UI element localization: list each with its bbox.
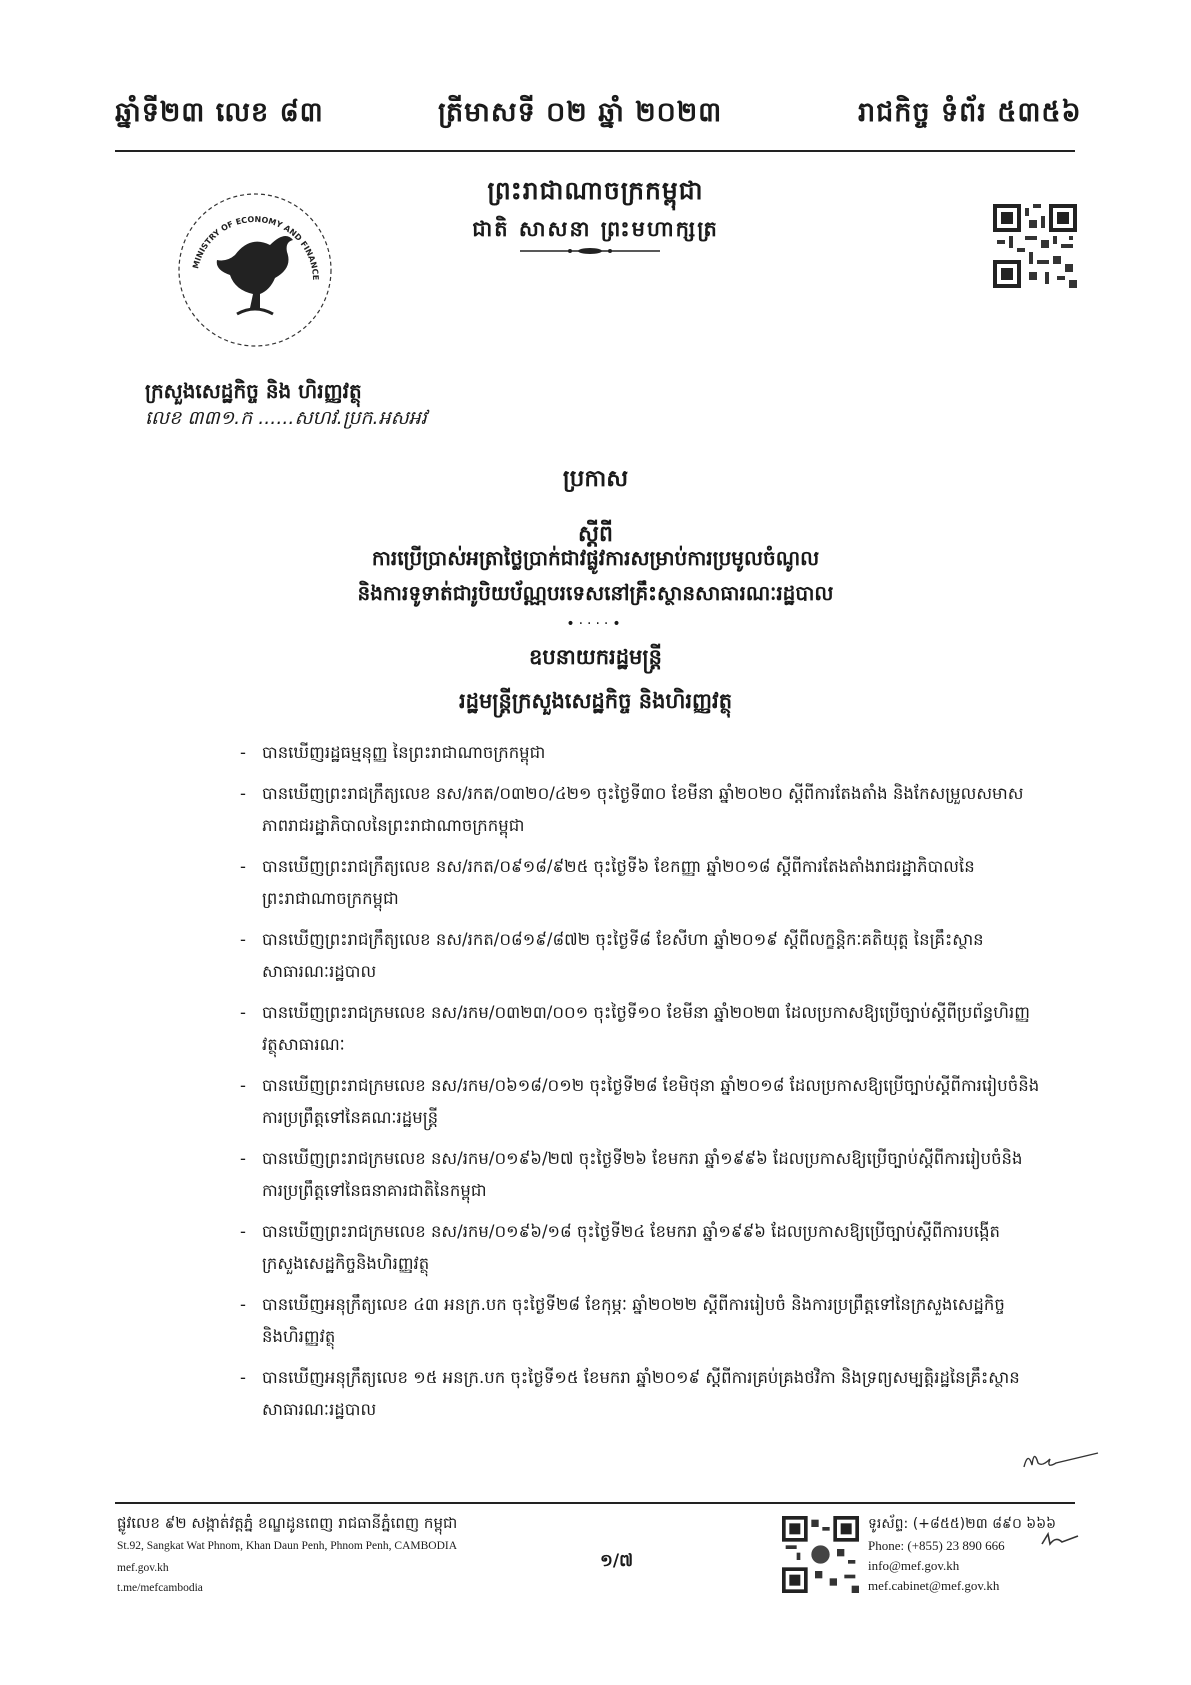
kingdom-motto: ជាតិ សាសនា ព្រះមហាក្សត្រ: [472, 217, 719, 241]
initials-signature: [1020, 1445, 1100, 1475]
list-item: - បានឃើញរដ្ឋធម្មនុញ្ញ នៃព្រះរាជាណាចក្រកម្ពុជា: [240, 743, 546, 762]
subject-line-1: ការប្រើប្រាស់អត្រាថ្លៃប្រាក់ជាវផ្លូវការសម្រាប់ការប្រមូលចំណូល: [371, 546, 820, 570]
qr-code-icon: [993, 204, 1077, 288]
list-item: - បានឃើញព្រះរាជក្រមលេខ នស/រកម/០១៩៦/២៧ ចុះថ្ងៃទី២៦ ខែមករា ឆ្នាំ១៩៩៦ ដែលប្រកាសឱ្យប្រើច្បាប់ស្តីពីការរៀបចំនិងការប្រព្រឹត្តទៅនៃធនាគារជាតិនៃកម្ពុជា: [240, 1149, 1023, 1200]
list-item: - បានឃើញព្រះរាជក្រឹត្យលេខ នស/រកត/០៣២០/៤២១ ចុះថ្ងៃទី៣០ ខែមីនា ឆ្នាំ២០២០ ស្តីពីការតែងតាំង និងកែសម្រួលសមាសភាពរាជរដ្ឋាភិបាលនៃព្រះរាជាណាចក្រកម្ពុជា: [240, 784, 1024, 835]
footer-qr-code-icon: [782, 1516, 859, 1593]
ministry-name: ក្រសួងសេដ្ឋកិច្ច និង ហិរញ្ញវត្ថុ: [145, 379, 362, 403]
list-item: - បានឃើញព្រះរាជក្រមលេខ នស/រកម/០៣២៣/០០១ ចុះថ្ងៃទី១០ ខែមីនា ឆ្នាំ២០២៣ ដែលប្រកាសឱ្យប្រើច្បាប់ស្តីពីប្រព័ន្ធហិរញ្ញវត្ថុសាធារណៈ: [240, 1003, 1030, 1054]
gazette-year-number: ឆ្នាំទី២៣ លេខ ៨៣: [115, 97, 324, 128]
footer-initials-signature: [1040, 1530, 1080, 1548]
footer-email-info[interactable]: info@mef.gov.kh: [868, 1558, 960, 1573]
kingdom-name: ព្រះរាជាណាចក្រកម្ពុជា: [487, 176, 704, 205]
footer-phone-en: Phone: (+855) 23 890 666: [868, 1538, 1005, 1553]
footer-address-en: St.92, Sangkat Wat Phnom, Khan Daun Penh, Phnom Penh, CAMBODIA: [117, 1540, 458, 1552]
logo-caption: MINISTRY OF ECONOMY AND FINANCE: [191, 214, 321, 281]
page-number: ១/៧: [600, 1551, 634, 1571]
document-about: ស្តីពី: [578, 522, 613, 547]
document-type: ប្រកាស: [562, 466, 629, 492]
list-item: - បានឃើញព្រះរាជក្រមលេខ នស/រកម/០៦១៨/០១២ ចុះថ្ងៃទី២៨ ខែមិថុនា ឆ្នាំ២០១៨ ដែលប្រកាសឱ្យប្រើច្បាប់ស្តីពីការរៀបចំនិងការប្រព្រឹត្តទៅនៃគណៈរដ្ឋមន្ត្រី: [240, 1076, 1040, 1127]
footer-website[interactable]: mef.gov.kh: [117, 1562, 169, 1574]
ministry-logo: [175, 190, 335, 350]
list-item: - បានឃើញព្រះរាជក្រមលេខ នស/រកម/០១៩៦/១៨ ចុះថ្ងៃទី២៤ ខែមករា ឆ្នាំ១៩៩៦ ដែលប្រកាសឱ្យប្រើច្បាប់ស្តីពីការបង្កើតក្រសួងសេដ្ឋកិច្ចនិងហិរញ្ញវត្ថុ: [240, 1222, 1001, 1273]
list-item: - បានឃើញព្រះរាជក្រឹត្យលេខ នស/រកត/០៨១៩/៨៧២ ចុះថ្ងៃទី៨ ខែសីហា ឆ្នាំ២០១៩ ស្តីពីលក្ខន្តិកៈគតិយុត្ត នៃគ្រឹះស្ថានសាធារណៈរដ្ឋបាល: [240, 930, 984, 981]
list-item: - បានឃើញអនុក្រឹត្យលេខ ១៥ អនក្រ.បក ចុះថ្ងៃទី១៥ ខែមករា ឆ្នាំ២០១៩ ស្តីពីការគ្រប់គ្រងថវិកា និងទ្រព្យសម្បត្តិរដ្ឋនៃគ្រឹះស្ថានសាធារណៈរដ្ឋបាល: [240, 1368, 1020, 1419]
footer-rule: [115, 1502, 1075, 1504]
footer-email-cabinet[interactable]: mef.cabinet@mef.gov.kh: [868, 1578, 1000, 1593]
gazette-page: រាជកិច្ច ទំព័រ ៥៣៥៦: [858, 97, 1082, 128]
separator-dots: •····•: [566, 616, 625, 632]
list-item: - បានឃើញអនុក្រឹត្យលេខ ៤៣ អនក្រ.បក ចុះថ្ងៃទី២៨ ខែកុម្ភៈ ឆ្នាំ២០២២ ស្តីពីការរៀបចំ និងការប្រព្រឹត្តទៅនៃក្រសួងសេដ្ឋកិច្ចនិងហិរញ្ញវត្ថុ: [240, 1295, 1005, 1346]
list-item: - បានឃើញព្រះរាជក្រឹត្យលេខ នស/រកត/០៩១៨/៩២៥ ចុះថ្ងៃទី៦ ខែកញ្ញា ឆ្នាំ២០១៨ ស្តីពីការតែងតាំងរាជរដ្ឋាភិបាលនៃព្រះរាជាណាចក្រកម្ពុជា: [240, 857, 975, 908]
issuer-ministry: រដ្ឋមន្ត្រីក្រសួងសេដ្ឋកិច្ច និងហិរញ្ញវត្ថុ: [458, 689, 733, 713]
visa-list: [240, 737, 1040, 1435]
reference-number: លេខ ៣៣១.ក ......សហវ.ប្រក.អសអវ: [145, 407, 427, 429]
flourish-ornament: [520, 246, 660, 256]
footer-phone-kh: ទូរស័ព្ទ: (+៨៥៥)២៣ ៨៩០ ៦៦៦: [868, 1516, 1057, 1532]
footer-address-kh: ផ្លូវលេខ ៩២ សង្កាត់វត្តភ្នំ ខណ្ឌដូនពេញ រាជធានីភ្នំពេញ កម្ពុជា: [117, 1514, 458, 1532]
gazette-quarter: ត្រីមាសទី ០២ ឆ្នាំ ២០២៣: [438, 97, 723, 128]
footer-telegram[interactable]: t.me/mefcambodia: [117, 1582, 203, 1594]
issuer-title: ឧបនាយករដ្ឋមន្ត្រី: [529, 645, 662, 669]
subject-line-2: និងការទូទាត់ជារូបិយប័ណ្ណបរទេសនៅគ្រឹះស្ថានសាធារណៈរដ្ឋបាល: [357, 581, 834, 605]
header-rule: [115, 150, 1075, 152]
